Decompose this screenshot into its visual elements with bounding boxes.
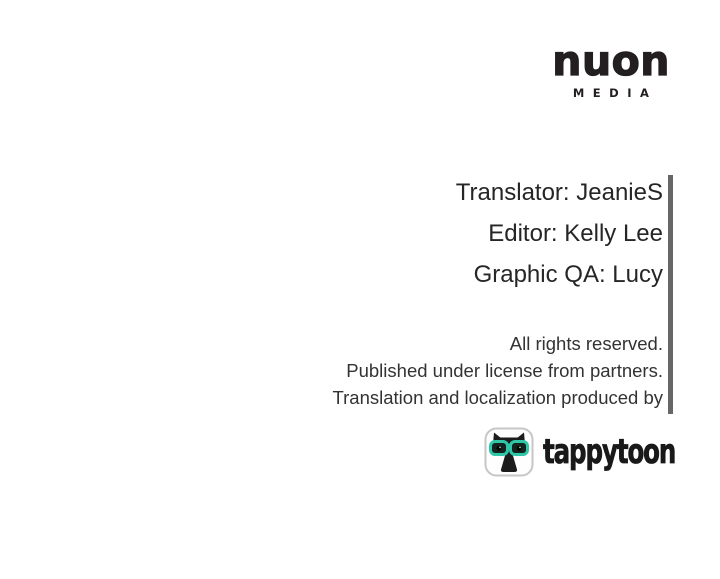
nuon-media-label: MEDIA bbox=[572, 86, 658, 100]
credit-line-graphic-qa: Graphic QA: Lucy bbox=[473, 261, 663, 288]
tappytoon-logo bbox=[484, 426, 720, 478]
tappytoon-cat-icon bbox=[484, 427, 534, 477]
nuon-media-logo bbox=[552, 37, 670, 100]
nuon-wordmark: nuon bbox=[552, 37, 670, 85]
rights-line-reserved: All rights reserved. bbox=[509, 333, 663, 354]
vertical-divider bbox=[668, 175, 673, 414]
rights-line-license: Published under license from partners. bbox=[346, 360, 663, 381]
tappytoon-wordmark: tappytoon bbox=[543, 432, 676, 472]
rights-line-produced-by: Translation and localization produced by bbox=[332, 387, 663, 408]
rights-block bbox=[333, 330, 663, 411]
credits-block bbox=[456, 172, 663, 295]
credit-line-translator: Translator: JeanieS bbox=[455, 179, 663, 206]
credit-line-editor: Editor: Kelly Lee bbox=[488, 220, 663, 247]
